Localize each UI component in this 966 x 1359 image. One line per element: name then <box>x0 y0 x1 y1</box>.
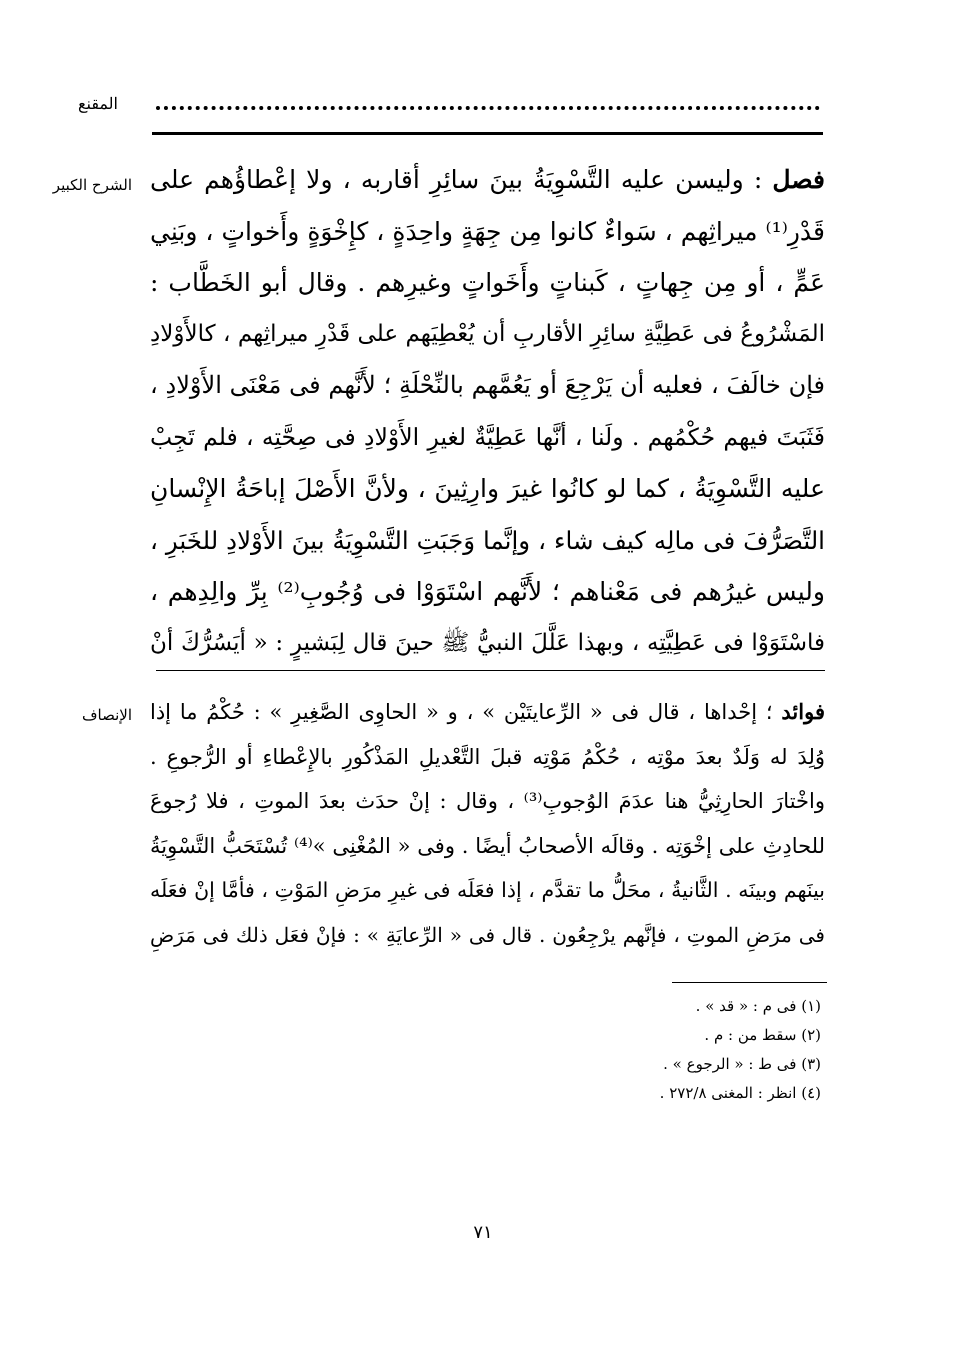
page-number: ٧١ <box>473 1222 493 1243</box>
text-line: بينَهم وبينَه . الثَّانيةُ ، محَلُّ ما تقدَّم ، إذا فعَلَه فى غيرِ مرَضِ المَوْتِ ، فأمَّا إنْ فعَلَه <box>150 878 825 902</box>
section-heading: فصل <box>772 165 825 194</box>
text-line: فى مرَضِ الموتِ ، فإنَّهم يرْجِعُون . قال فى « الرِّعايَةِ » : فإنْ فعَل ذلك فى مَرَضِ <box>150 922 825 947</box>
side-label-insaf: الإنصاف <box>81 706 132 724</box>
line-text: : وليسن عليه التَّسْوِيَةُ بينَ سائِرِ أقاربه ، ولا إعْطاؤُهم على <box>150 165 763 194</box>
text-line: عليه التَّسْوِيَةُ ، كما لو كانُوا غيرَ وارِثِينَ ، ولأنَّ الأَصْلَ إباحَةُ الإِنْسانِ <box>150 474 825 503</box>
text-line <box>150 690 825 735</box>
footnote-rule <box>672 982 827 983</box>
footnotes <box>501 992 821 1108</box>
dotted-leader <box>156 106 820 110</box>
footnote: (٣) فى ط : « الرجوع » . <box>663 1055 821 1073</box>
sharh-text-block <box>150 154 825 669</box>
line-text: ؛ إحْداها ، قال فى « الرِّعايتَيْن » ، و « الحاوِى الصَّغِيرِ » : حُكْمُ ما إذا <box>150 700 773 724</box>
section-heading: فوائد <box>781 699 825 724</box>
footnote: (٤) انظر : المغنى ٢٧٢/٨ . <box>659 1084 821 1102</box>
side-label-sharh: الشرح الكبير <box>52 176 132 194</box>
header-rule <box>152 132 823 135</box>
footnote: (١) فى م : « قد » . <box>695 997 821 1015</box>
text-line: التَّصَرُّفَ فى مالِه كيف شاء ، وإنَّما وَجَبَتِ التَّسْوِيَةُ بينَ الأَوْلادِ للخَبَرِ ، <box>150 525 825 555</box>
text-line: للحادِثِ على إخْوَتِه . وقالَه الأصحابُ أيضًا . وفى « المُغْنِى »⁽⁴⁾ تُسْتَحَبُّ التَّسْوِيَةُ <box>150 833 825 858</box>
footnote: (٢) سقط من : م . <box>704 1026 821 1044</box>
section-divider <box>156 670 825 671</box>
text-line: فاسْتَوَوْا فى عَطِيَّتِه ، وبهذا عَلَّلَ النبيُّ ﷺ حينَ قال لِبَشيرٍ : « أيَسُرُّكَ أنْ <box>150 629 825 656</box>
text-line: وُلِدَ له وَلَدٌ بعدَ موْتِه ، حُكْمُ مَوْتِه قبلَ التَّعْديلِ المَذْكُورِ بالإِعْطاءِ أو الرُّجوعِ . <box>150 744 825 769</box>
text-line <box>150 154 825 206</box>
text-line: عَمٍّ ، أو مِن جِهاتٍ ، كَبناتٍ وأَخَواتٍ وغيرِهم . وقال أبو الخَطَّاب : <box>150 268 825 297</box>
text-line: قَدْرِ⁽¹⁾ ميراثِهم ، سَواءٌ كانوا مِن جِهَةٍ واحِدَةٍ ، كإِخْوَةٍ وأَخواتٍ ، وبَنِي <box>150 216 825 246</box>
insaf-text-block <box>150 690 825 957</box>
text-line: فَثَبَتَ فيهم حُكْمُهم . ولَنا ، أنَّها عَطِيَّةٌ لغيرِ الأَوْلادِ فى صِحَّتِه ، فلم تَجِبْ <box>150 422 825 451</box>
text-line: واخْتارَ الحارِثِيُّ هنا عدَمَ الوُجوبِ⁽³⁾ ، وقال : إنْ حدَث بعدَ الموتِ ، فلا رُجوعَ <box>150 789 825 813</box>
text-line: فإن خالَفَ ، فعليه أن يَرْجِعَ أو يَعُمَّهم بالنِّحْلَةِ ؛ لأَنَّهم فى مَعْنَى الأَوْلادِ ، <box>150 371 825 399</box>
running-head: المقنع <box>77 94 118 113</box>
text-line: وليس غيرُهم فى مَعْناهم ؛ لأَنَّهم اسْتَوَوْا فى وُجُوبِ⁽²⁾ بِرِّ والِدِهم ، <box>150 577 825 606</box>
text-line: المَشْرُوعُ فى عَطِيَّةِ سائِرِ الأقاربِ أن يُعْطِيَهم على قَدْرِ ميراثِهم ، كالأَوْلادِ <box>150 320 825 347</box>
